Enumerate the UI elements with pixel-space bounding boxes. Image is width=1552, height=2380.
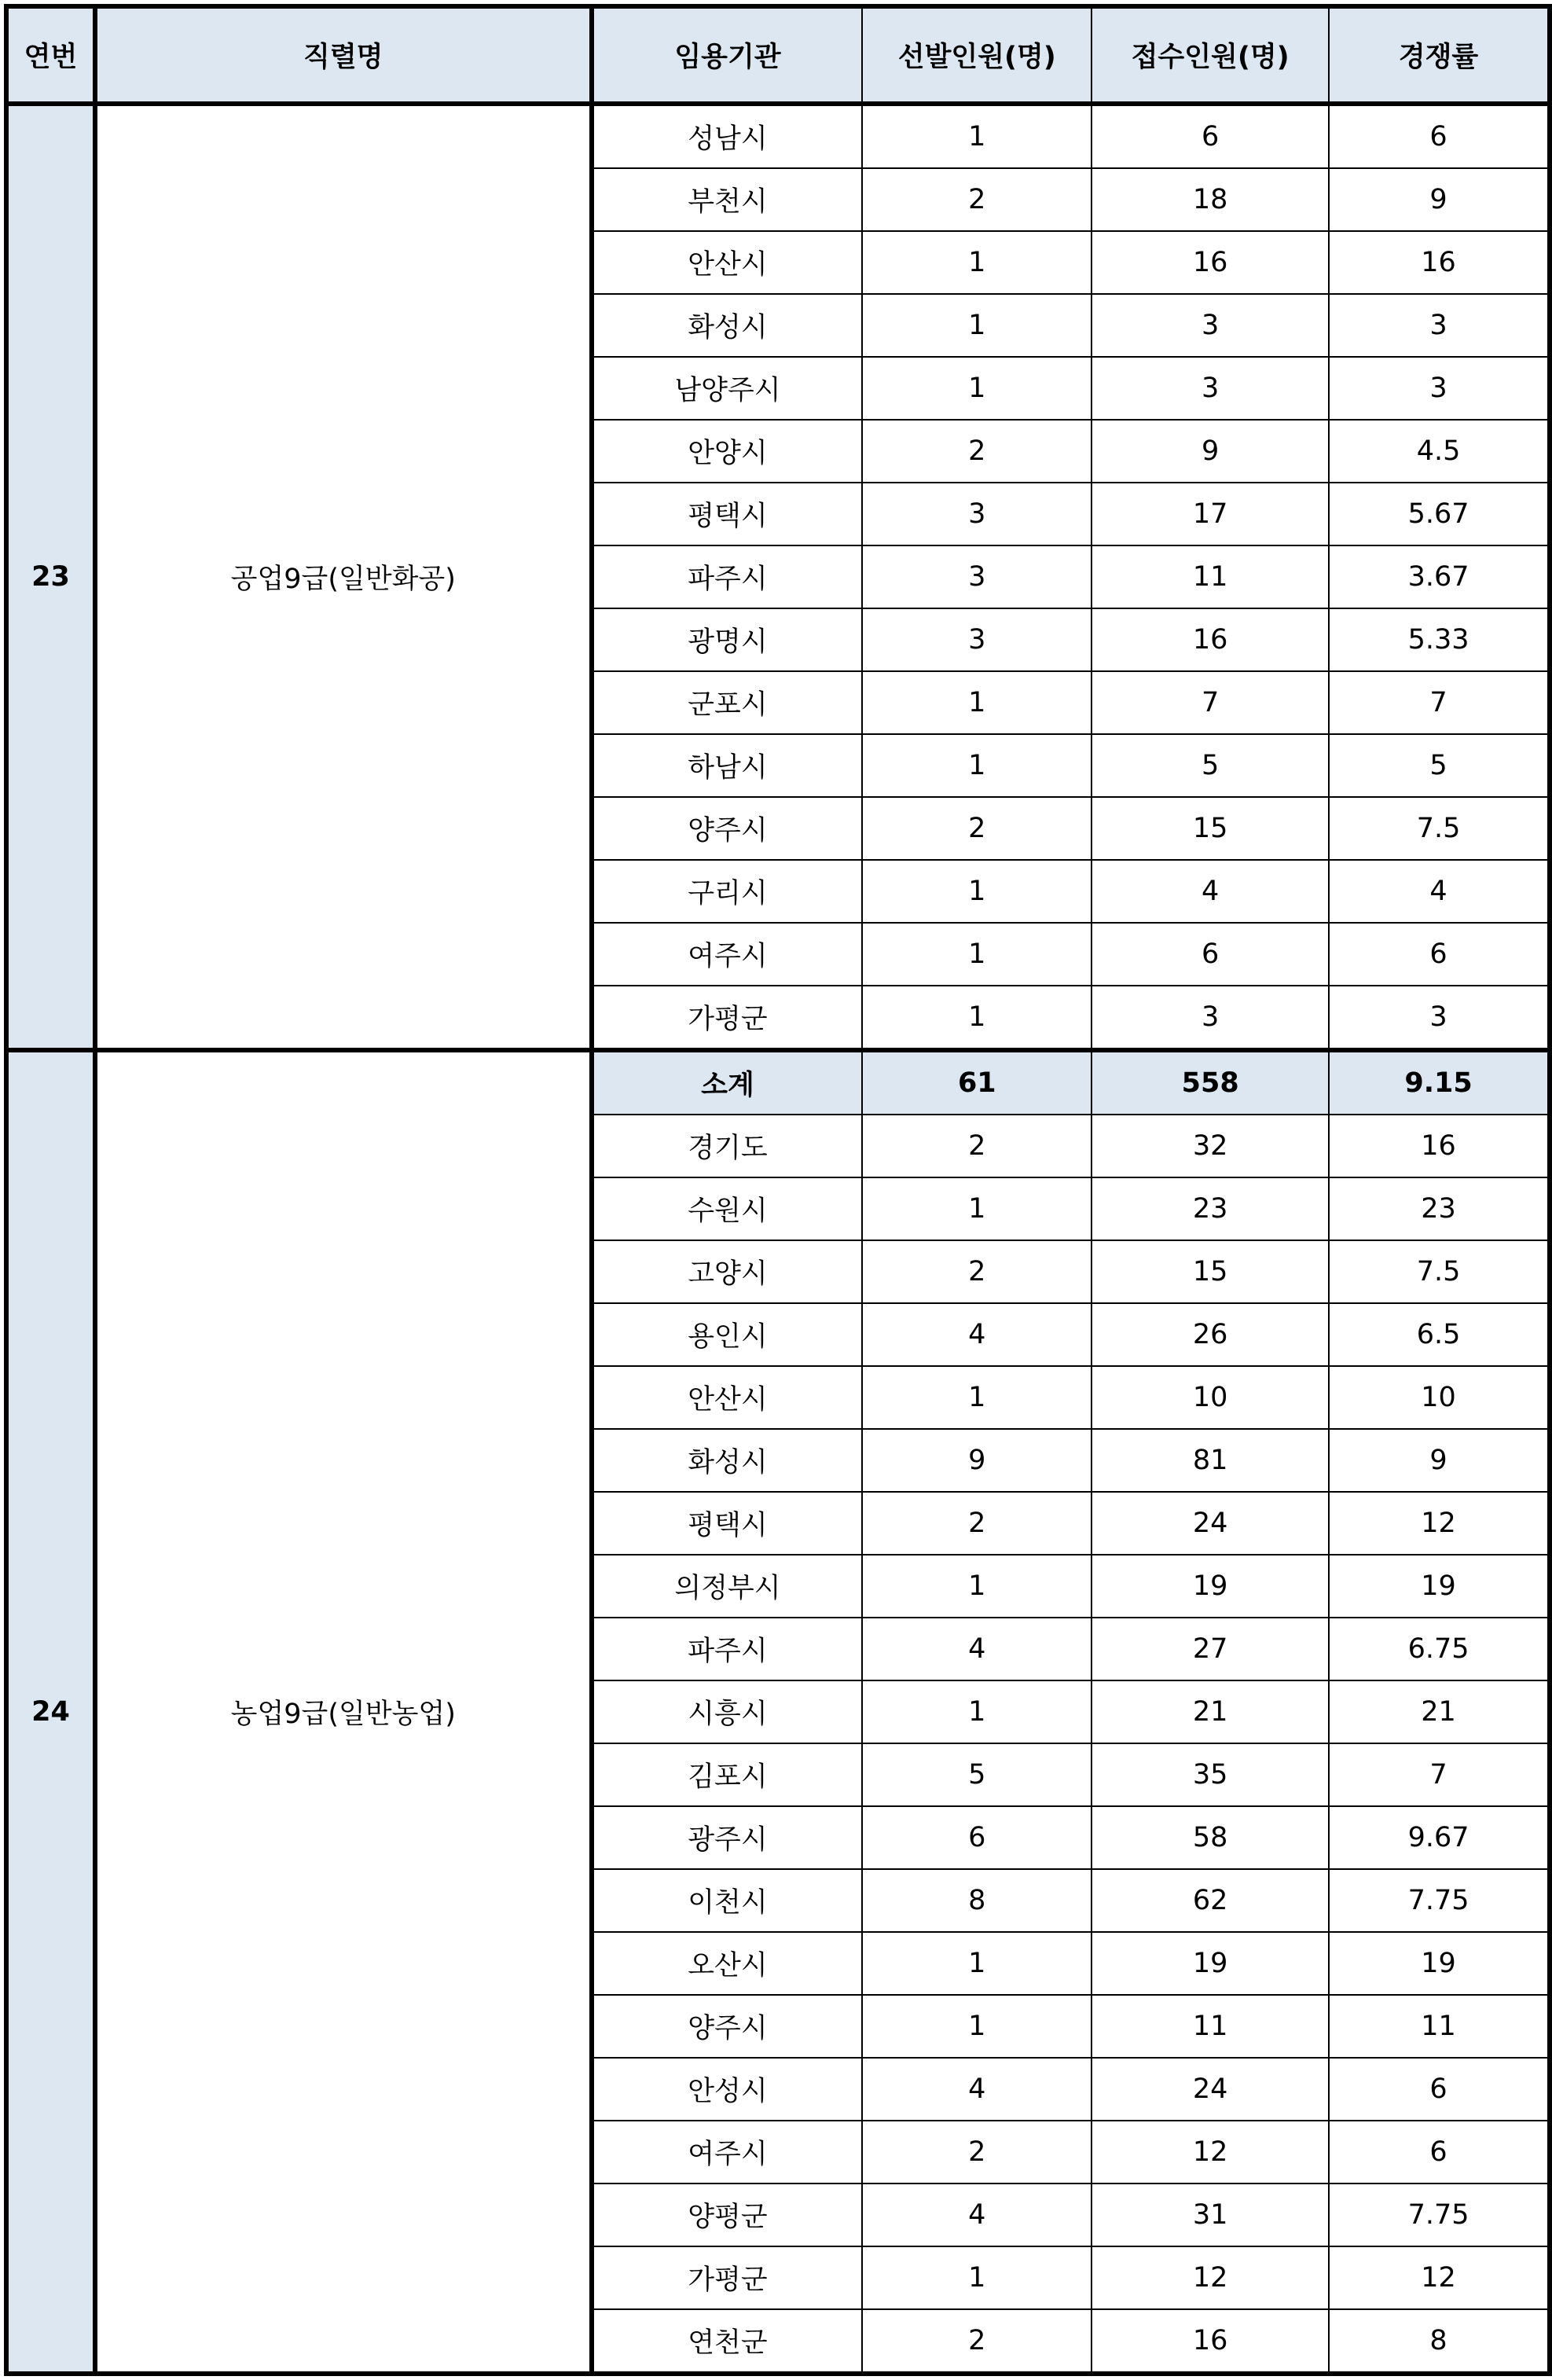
selected-count: 2 [862,1492,1092,1555]
org-cell: 소계 [592,1050,863,1115]
selected-count: 4 [862,1618,1092,1680]
org-cell: 여주시 [592,923,863,986]
header-no: 연번 [6,6,95,104]
selected-count: 3 [862,608,1092,671]
competition-rate: 7.75 [1329,2184,1550,2246]
applicant-count: 558 [1092,1050,1329,1115]
table-row [6,104,1550,168]
org-cell: 구리시 [592,860,863,923]
org-cell: 하남시 [592,734,863,797]
competition-rate: 9.67 [1329,1806,1550,1869]
competition-rate: 6 [1329,2058,1550,2121]
applicant-count: 23 [1092,1177,1329,1240]
selected-count: 1 [862,104,1092,168]
selected-count: 2 [862,797,1092,860]
competition-rate: 6.75 [1329,1618,1550,1680]
org-cell: 시흥시 [592,1680,863,1743]
selected-count: 1 [862,2246,1092,2309]
applicant-count: 6 [1092,923,1329,986]
competition-rate: 8 [1329,2309,1550,2374]
applicant-count: 18 [1092,168,1329,231]
org-cell: 양주시 [592,797,863,860]
selected-count: 3 [862,545,1092,608]
selected-count: 1 [862,1177,1092,1240]
selected-count: 1 [862,231,1092,294]
org-cell: 화성시 [592,1429,863,1492]
competition-rate: 7.5 [1329,797,1550,860]
applicant-count: 26 [1092,1303,1329,1366]
org-cell: 군포시 [592,671,863,734]
header-row [6,6,1550,104]
competition-rate: 9.15 [1329,1050,1550,1115]
applicant-count: 21 [1092,1680,1329,1743]
competition-rate: 23 [1329,1177,1550,1240]
org-cell: 안산시 [592,231,863,294]
header-rate: 경쟁률 [1329,6,1550,104]
applicant-count: 17 [1092,483,1329,545]
selected-count: 4 [862,1303,1092,1366]
applicant-count: 16 [1092,231,1329,294]
selected-count: 61 [862,1050,1092,1115]
applicant-count: 15 [1092,1240,1329,1303]
org-cell: 용인시 [592,1303,863,1366]
competition-rate: 7.75 [1329,1869,1550,1932]
competition-rate: 11 [1329,1995,1550,2058]
applicant-count: 16 [1092,2309,1329,2374]
org-cell: 양주시 [592,1995,863,2058]
applicant-count: 16 [1092,608,1329,671]
selected-count: 1 [862,1366,1092,1429]
competition-rate: 16 [1329,231,1550,294]
selected-count: 6 [862,1806,1092,1869]
applicant-count: 5 [1092,734,1329,797]
competition-rate: 3 [1329,357,1550,420]
selected-count: 4 [862,2058,1092,2121]
org-cell: 남양주시 [592,357,863,420]
org-cell: 광주시 [592,1806,863,1869]
subtotal-row [6,1050,1550,1115]
org-cell: 수원시 [592,1177,863,1240]
competition-rate: 6 [1329,104,1550,168]
competition-rate: 9 [1329,1429,1550,1492]
competition-rate: 4 [1329,860,1550,923]
job-title: 농업9급(일반농업) [95,1050,592,2374]
applicant-count: 3 [1092,357,1329,420]
competition-rate: 3 [1329,986,1550,1050]
competition-rate: 6 [1329,2121,1550,2184]
org-cell: 고양시 [592,1240,863,1303]
org-cell: 화성시 [592,294,863,357]
applicant-count: 58 [1092,1806,1329,1869]
competition-rate: 9 [1329,168,1550,231]
selected-count: 1 [862,671,1092,734]
applicant-count: 3 [1092,986,1329,1050]
applicant-count: 15 [1092,797,1329,860]
applicant-count: 12 [1092,2246,1329,2309]
selected-count: 1 [862,923,1092,986]
selected-count: 3 [862,483,1092,545]
header-applicants: 접수인원(명) [1092,6,1329,104]
serial-number: 23 [6,104,95,1050]
applicant-count: 19 [1092,1932,1329,1995]
applicant-count: 35 [1092,1743,1329,1806]
applicant-count: 27 [1092,1618,1329,1680]
applicant-count: 32 [1092,1115,1329,1177]
org-cell: 파주시 [592,545,863,608]
selected-count: 1 [862,1995,1092,2058]
table-body [6,104,1550,2374]
org-cell: 의정부시 [592,1555,863,1618]
applicant-count: 11 [1092,1995,1329,2058]
org-cell: 오산시 [592,1932,863,1995]
selected-count: 4 [862,2184,1092,2246]
competition-table [4,4,1552,2376]
competition-rate: 7 [1329,671,1550,734]
selected-count: 1 [862,860,1092,923]
applicant-count: 31 [1092,2184,1329,2246]
applicant-count: 81 [1092,1429,1329,1492]
applicant-count: 10 [1092,1366,1329,1429]
applicant-count: 3 [1092,294,1329,357]
org-cell: 여주시 [592,2121,863,2184]
competition-rate: 7 [1329,1743,1550,1806]
selected-count: 1 [862,1555,1092,1618]
selected-count: 2 [862,168,1092,231]
applicant-count: 4 [1092,860,1329,923]
selected-count: 2 [862,1240,1092,1303]
selected-count: 1 [862,986,1092,1050]
competition-rate: 10 [1329,1366,1550,1429]
org-cell: 연천군 [592,2309,863,2374]
selected-count: 1 [862,1680,1092,1743]
org-cell: 안산시 [592,1366,863,1429]
selected-count: 2 [862,420,1092,483]
competition-rate: 3.67 [1329,545,1550,608]
applicant-count: 19 [1092,1555,1329,1618]
org-cell: 평택시 [592,483,863,545]
competition-rate: 19 [1329,1932,1550,1995]
competition-rate: 7.5 [1329,1240,1550,1303]
job-title: 공업9급(일반화공) [95,104,592,1050]
selected-count: 9 [862,1429,1092,1492]
selected-count: 1 [862,1932,1092,1995]
selected-count: 1 [862,294,1092,357]
applicant-count: 6 [1092,104,1329,168]
competition-rate: 6.5 [1329,1303,1550,1366]
header-selected: 선발인원(명) [862,6,1092,104]
org-cell: 김포시 [592,1743,863,1806]
org-cell: 가평군 [592,986,863,1050]
selected-count: 2 [862,2121,1092,2184]
applicant-count: 12 [1092,2121,1329,2184]
org-cell: 성남시 [592,104,863,168]
org-cell: 파주시 [592,1618,863,1680]
competition-rate: 5.67 [1329,483,1550,545]
org-cell: 이천시 [592,1869,863,1932]
competition-rate: 5.33 [1329,608,1550,671]
org-cell: 부천시 [592,168,863,231]
applicant-count: 24 [1092,2058,1329,2121]
applicant-count: 24 [1092,1492,1329,1555]
competition-rate: 5 [1329,734,1550,797]
competition-rate: 21 [1329,1680,1550,1743]
selected-count: 1 [862,734,1092,797]
competition-rate: 19 [1329,1555,1550,1618]
applicant-count: 11 [1092,545,1329,608]
org-cell: 양평군 [592,2184,863,2246]
org-cell: 가평군 [592,2246,863,2309]
header-job: 직렬명 [95,6,592,104]
selected-count: 2 [862,2309,1092,2374]
selected-count: 1 [862,357,1092,420]
competition-rate: 12 [1329,1492,1550,1555]
org-cell: 평택시 [592,1492,863,1555]
competition-rate: 16 [1329,1115,1550,1177]
serial-number: 24 [6,1050,95,2374]
org-cell: 광명시 [592,608,863,671]
selected-count: 2 [862,1115,1092,1177]
selected-count: 8 [862,1869,1092,1932]
org-cell: 경기도 [592,1115,863,1177]
competition-rate: 4.5 [1329,420,1550,483]
org-cell: 안성시 [592,2058,863,2121]
competition-rate: 6 [1329,923,1550,986]
applicant-count: 7 [1092,671,1329,734]
selected-count: 5 [862,1743,1092,1806]
applicant-count: 62 [1092,1869,1329,1932]
org-cell: 안양시 [592,420,863,483]
header-org: 임용기관 [592,6,863,104]
competition-rate: 12 [1329,2246,1550,2309]
competition-rate: 3 [1329,294,1550,357]
applicant-count: 9 [1092,420,1329,483]
